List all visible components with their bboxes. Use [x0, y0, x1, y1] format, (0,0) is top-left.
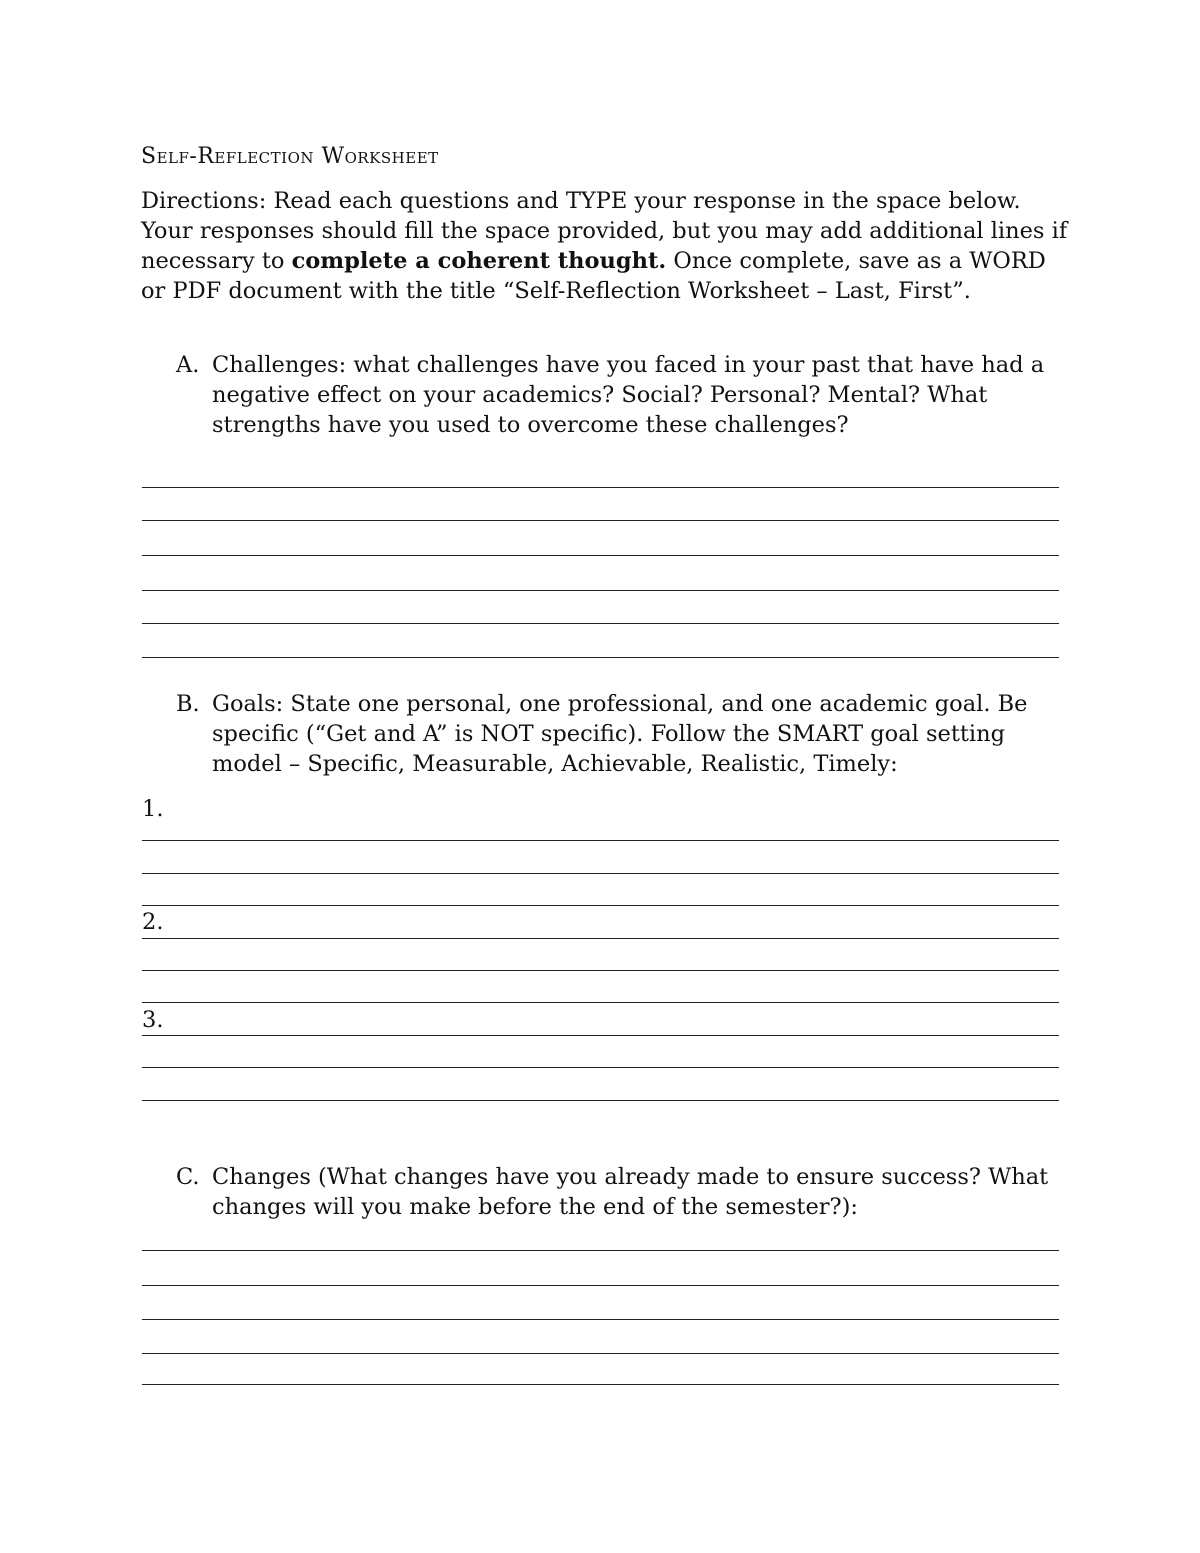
response-line-a1[interactable] — [142, 487, 1059, 488]
response-line-c3[interactable] — [142, 1319, 1059, 1320]
question-c-text: Changes (What changes have you already made to ensure success? What changes will you make before the end of the semester?): — [212, 1164, 1049, 1220]
response-line-b7[interactable] — [142, 1035, 1059, 1036]
response-line-c4[interactable] — [142, 1353, 1059, 1354]
response-line-a6[interactable] — [142, 657, 1059, 658]
response-line-b2[interactable] — [142, 873, 1059, 874]
page-title: Self-Reflection Worksheet — [141, 144, 439, 169]
directions-outro: Once complete, save as a WORD or PDF document with the title “Self-Reflection Worksheet – Last, First”. — [141, 248, 1046, 304]
question-c-letter: C. — [176, 1164, 200, 1190]
question-a-letter: A. — [176, 352, 200, 378]
response-line-c1[interactable] — [142, 1250, 1059, 1251]
directions-intro: Directions: Read each questions and TYPE your response in the space below. Your responses should fill the space provided, but you may add additional lines if necessary to — [141, 188, 1068, 274]
response-line-b5[interactable] — [142, 970, 1059, 971]
question-b-letter: B. — [176, 691, 200, 717]
response-line-a2[interactable] — [142, 520, 1059, 521]
question-a-text: Challenges: what challenges have you faced in your past that have had a negative effect on your academics? Social? Personal? Mental? What strengths have you used to overcome these challenges? — [212, 352, 1045, 438]
goal-number-2: 2. — [142, 909, 164, 935]
response-line-c5[interactable] — [142, 1384, 1059, 1385]
goal-number-1: 1. — [142, 796, 164, 822]
response-line-b1[interactable] — [142, 840, 1059, 841]
response-line-a5[interactable] — [142, 623, 1059, 624]
response-line-b6[interactable] — [142, 1002, 1059, 1003]
directions-emphasis: complete a coherent thought. — [291, 248, 667, 274]
response-line-b3[interactable] — [142, 905, 1059, 906]
question-b-text: Goals: State one personal, one professional, and one academic goal. Be specific (“Get and A” is NOT specific). Follow the SMART goal setting model – Specific, Measurable, Achievable, Realistic, Timely: — [212, 691, 1028, 777]
response-line-a4[interactable] — [142, 590, 1059, 591]
question-a — [176, 350, 1056, 440]
response-line-b4[interactable] — [142, 938, 1059, 939]
response-line-c2[interactable] — [142, 1285, 1059, 1286]
response-line-b8[interactable] — [142, 1067, 1059, 1068]
response-line-b9[interactable] — [142, 1100, 1059, 1101]
response-line-a3[interactable] — [142, 555, 1059, 556]
question-b — [176, 689, 1056, 779]
directions-text — [141, 186, 1071, 306]
question-c — [176, 1162, 1056, 1222]
goal-number-3: 3. — [142, 1007, 164, 1033]
